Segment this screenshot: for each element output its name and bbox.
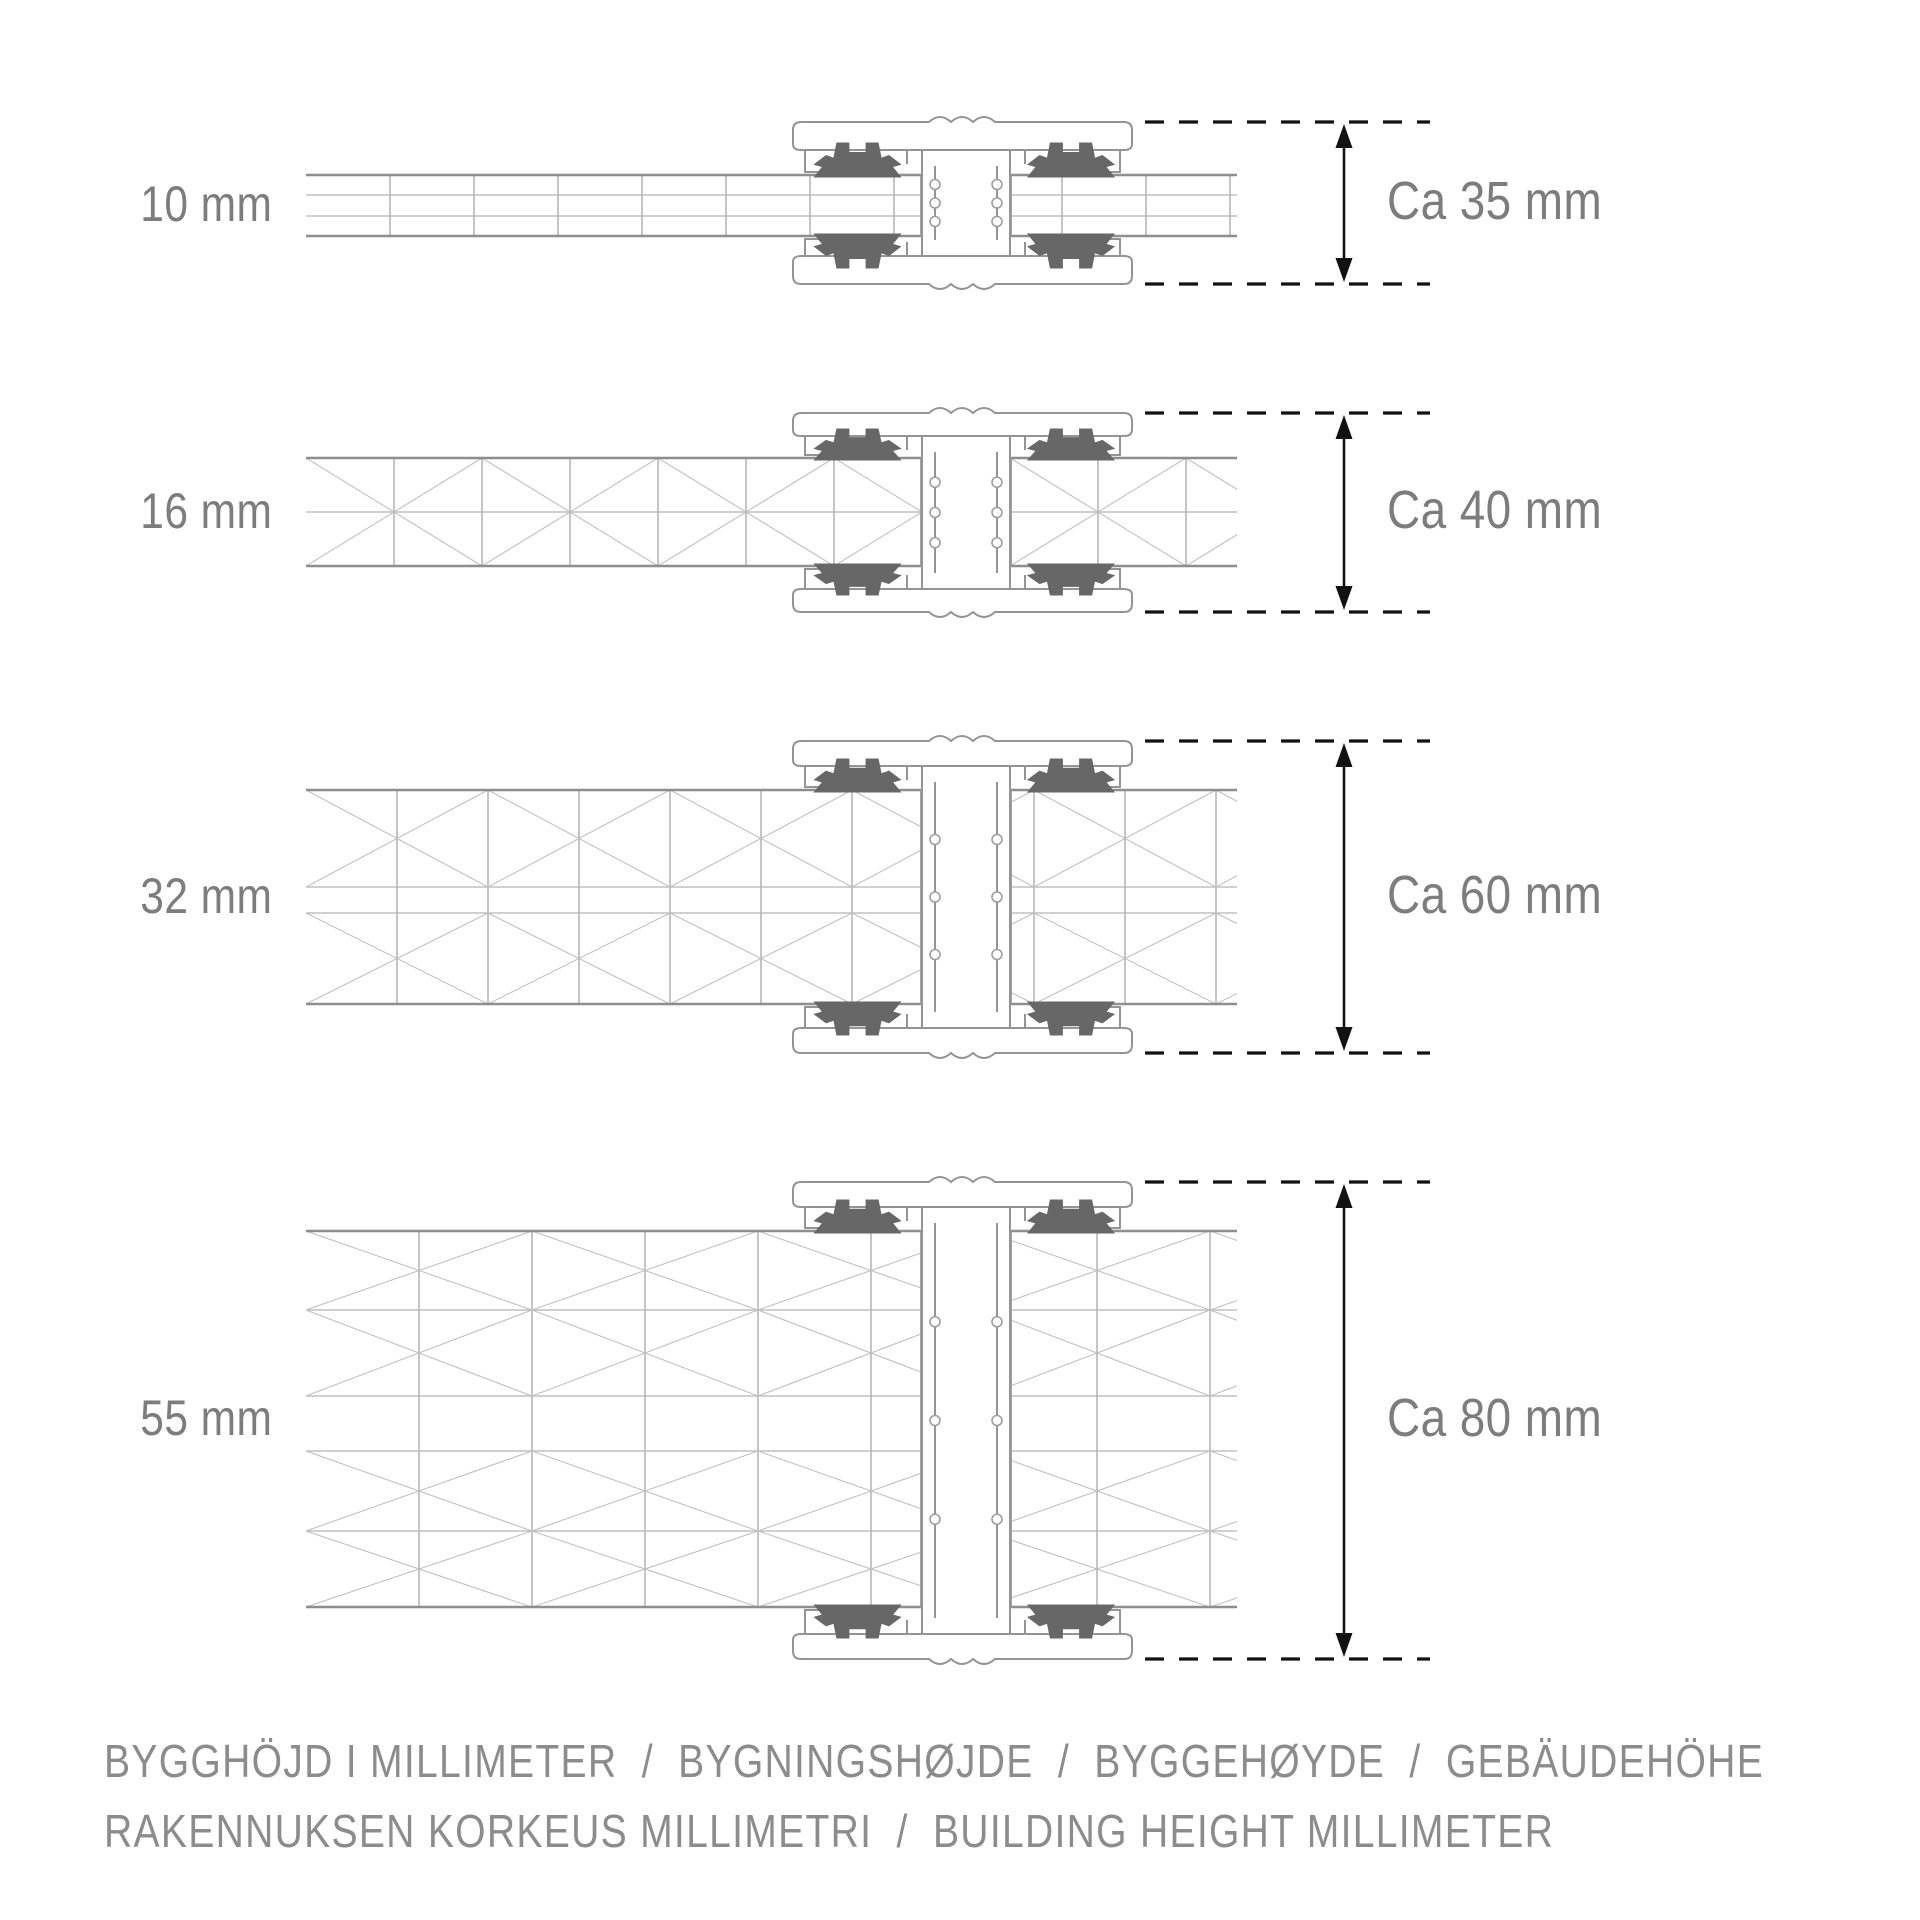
building-height-label-60mm: Ca 60 mm bbox=[1387, 865, 1603, 925]
panel-thickness-label-55mm: 55 mm bbox=[139, 1390, 272, 1446]
caption-line-1: BYGGHÖJD I MILLIMETER / BYGNINGSHØJDE / BYGGEHØYDE / GEBÄUDEHÖHE bbox=[104, 1735, 1765, 1787]
panel-55-mm bbox=[306, 1231, 1436, 1607]
building-height-label-40mm: Ca 40 mm bbox=[1387, 480, 1603, 540]
building-height-label-80mm: Ca 80 mm bbox=[1387, 1388, 1603, 1448]
joining-profile-row4 bbox=[793, 1177, 1132, 1664]
panel-thickness-label-16mm: 16 mm bbox=[139, 483, 272, 539]
panel-32-mm bbox=[306, 790, 1398, 1004]
caption-line-2: RAKENNUKSEN KORKEUS MILLIMETRI / BUILDING HEIGHT MILLIMETER bbox=[104, 1805, 1555, 1857]
joining-profile-row1 bbox=[793, 117, 1132, 289]
building-height-label-35mm: Ca 35 mm bbox=[1387, 171, 1603, 231]
panel-10-mm bbox=[306, 175, 1237, 236]
panel-thickness-label-32mm: 32 mm bbox=[139, 868, 272, 924]
panel-thickness-label-10mm: 10 mm bbox=[139, 176, 272, 232]
joining-profile-row3 bbox=[793, 736, 1132, 1058]
panel-16-mm bbox=[306, 458, 1362, 566]
